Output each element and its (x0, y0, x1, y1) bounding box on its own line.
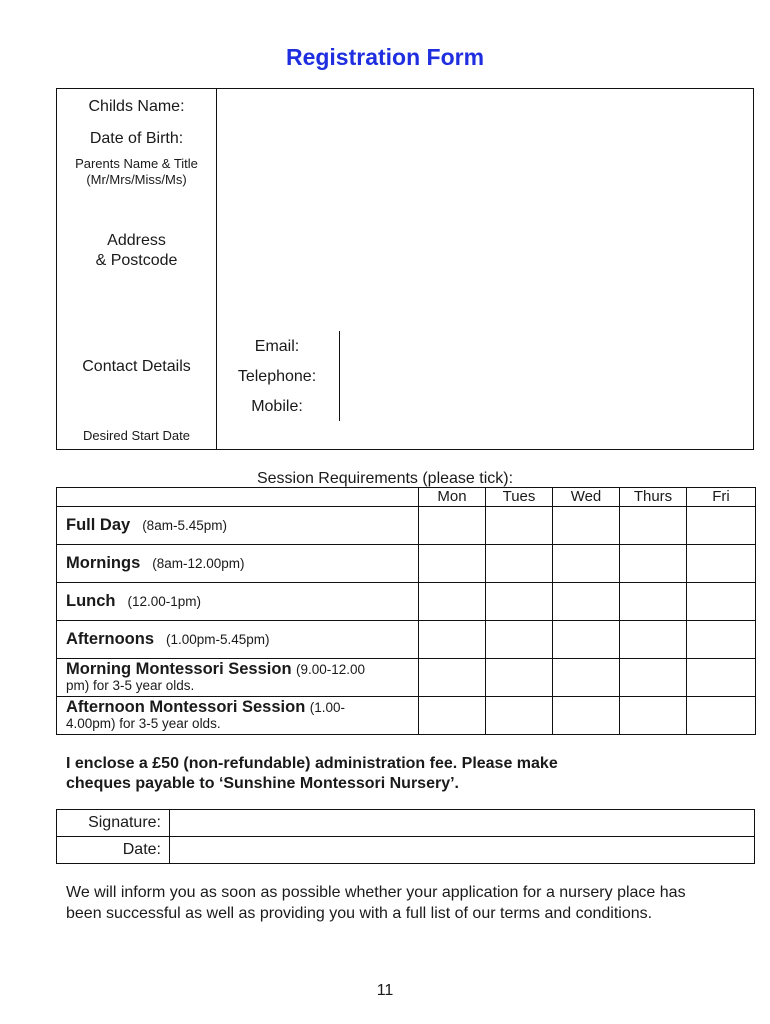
session-name: Lunch (66, 592, 116, 610)
session-row-afternoon-montessori (57, 697, 756, 735)
session-time: (8am-5.45pm) (142, 518, 227, 533)
date-of-birth-label: Date of Birth: (89, 130, 184, 147)
date-row (57, 837, 755, 864)
details-box (56, 88, 754, 450)
tick-cell[interactable] (486, 659, 553, 697)
signature-field[interactable] (170, 810, 755, 837)
contact-details-label: Contact Details (82, 358, 191, 375)
tick-cell[interactable] (687, 545, 756, 583)
form-title: Registration Form (285, 44, 485, 70)
address-label (57, 231, 216, 271)
tick-cell[interactable] (687, 507, 756, 545)
session-time: (1.00pm-5.45pm) (166, 632, 270, 647)
tick-cell[interactable] (620, 507, 687, 545)
session-header-row (57, 488, 756, 507)
tick-cell[interactable] (687, 697, 756, 735)
session-time: (9.00-12.00 (295, 662, 366, 677)
tick-cell[interactable] (486, 621, 553, 659)
session-name-cell (57, 507, 419, 545)
session-name-cell (57, 545, 419, 583)
signature-table (56, 809, 755, 864)
mobile-label: Mobile: (251, 398, 303, 415)
tick-cell[interactable] (553, 621, 620, 659)
date-field[interactable] (170, 837, 755, 864)
session-time: (12.00-1pm) (127, 594, 202, 609)
date-label: Date: (57, 837, 170, 864)
telephone-label: Telephone: (237, 368, 317, 385)
mobile-input[interactable] (347, 395, 746, 421)
tick-cell[interactable] (419, 697, 486, 735)
parents-name-line1: Parents Name & Title (75, 156, 198, 171)
session-name: Morning Montessori Session (66, 660, 292, 678)
day-header-tues: Tues (486, 488, 553, 507)
session-header-blank (57, 488, 419, 507)
desired-start-date-input[interactable] (227, 425, 746, 449)
session-requirements-title: Session Requirements (please tick): (256, 470, 514, 487)
childs-name-input[interactable] (227, 95, 746, 121)
parents-name-line2: (Mr/Mrs/Miss/Ms) (86, 172, 187, 187)
tick-cell[interactable] (620, 583, 687, 621)
session-name-cell (57, 621, 419, 659)
tick-cell[interactable] (620, 545, 687, 583)
tick-cell[interactable] (419, 659, 486, 697)
tick-cell[interactable] (687, 659, 756, 697)
session-name: Afternoon Montessori Session (66, 698, 306, 716)
tick-cell[interactable] (419, 545, 486, 583)
tick-cell[interactable] (553, 659, 620, 697)
day-header-wed: Wed (553, 488, 620, 507)
details-divider (216, 89, 217, 449)
fee-line-1: I enclose a £50 (non-refundable) administration fee. Please make (66, 755, 558, 772)
tick-cell[interactable] (687, 583, 756, 621)
tick-cell[interactable] (620, 621, 687, 659)
tick-cell[interactable] (419, 507, 486, 545)
session-age: pm) for 3-5 year olds. (66, 678, 195, 693)
signature-row (57, 810, 755, 837)
signature-label: Signature: (57, 810, 170, 837)
email-input[interactable] (347, 335, 746, 361)
tick-cell[interactable] (620, 659, 687, 697)
address-line1: Address (107, 232, 166, 249)
tick-cell[interactable] (419, 583, 486, 621)
tick-cell[interactable] (687, 621, 756, 659)
desired-start-date-label: Desired Start Date (83, 428, 190, 443)
session-name-cell (57, 583, 419, 621)
session-time: (1.00- (309, 700, 346, 715)
session-age: 4.00pm) for 3-5 year olds. (66, 716, 221, 731)
session-name: Mornings (66, 554, 141, 572)
day-header-thurs: Thurs (620, 488, 687, 507)
session-name: Afternoons (66, 630, 154, 648)
email-label: Email: (254, 338, 300, 355)
session-row-full-day (57, 507, 756, 545)
session-row-morning-montessori (57, 659, 756, 697)
address-line2: & Postcode (95, 252, 178, 269)
session-time: (8am-12.00pm) (152, 556, 245, 571)
tick-cell[interactable] (419, 621, 486, 659)
session-name-cell (57, 659, 419, 697)
session-table (56, 487, 756, 735)
session-row-afternoons (57, 621, 756, 659)
parents-name-label (57, 156, 216, 188)
tick-cell[interactable] (486, 697, 553, 735)
date-of-birth-input[interactable] (227, 127, 746, 153)
telephone-input[interactable] (347, 365, 746, 391)
session-name: Full Day (66, 516, 131, 534)
session-name-cell (57, 697, 419, 735)
admin-fee-notice (66, 754, 706, 794)
childs-name-label: Childs Name: (88, 98, 185, 115)
tick-cell[interactable] (620, 697, 687, 735)
fee-line-2: cheques payable to ‘Sunshine Montessori Nursery’. (66, 775, 459, 792)
parents-name-input[interactable] (227, 159, 746, 185)
day-header-mon: Mon (419, 488, 486, 507)
session-row-lunch (57, 583, 756, 621)
address-input[interactable] (227, 219, 746, 313)
tick-cell[interactable] (553, 697, 620, 735)
session-row-mornings (57, 545, 756, 583)
tick-cell[interactable] (486, 507, 553, 545)
tick-cell[interactable] (486, 583, 553, 621)
page-number: 11 (376, 982, 394, 999)
tick-cell[interactable] (553, 507, 620, 545)
contact-separator (339, 331, 340, 421)
tick-cell[interactable] (553, 545, 620, 583)
tick-cell[interactable] (553, 583, 620, 621)
day-header-fri: Fri (687, 488, 756, 507)
outcome-note: We will inform you as soon as possible whether your application for a nursery place has been successful as well as providing you with a full list of our terms and conditions. (66, 884, 686, 922)
tick-cell[interactable] (486, 545, 553, 583)
